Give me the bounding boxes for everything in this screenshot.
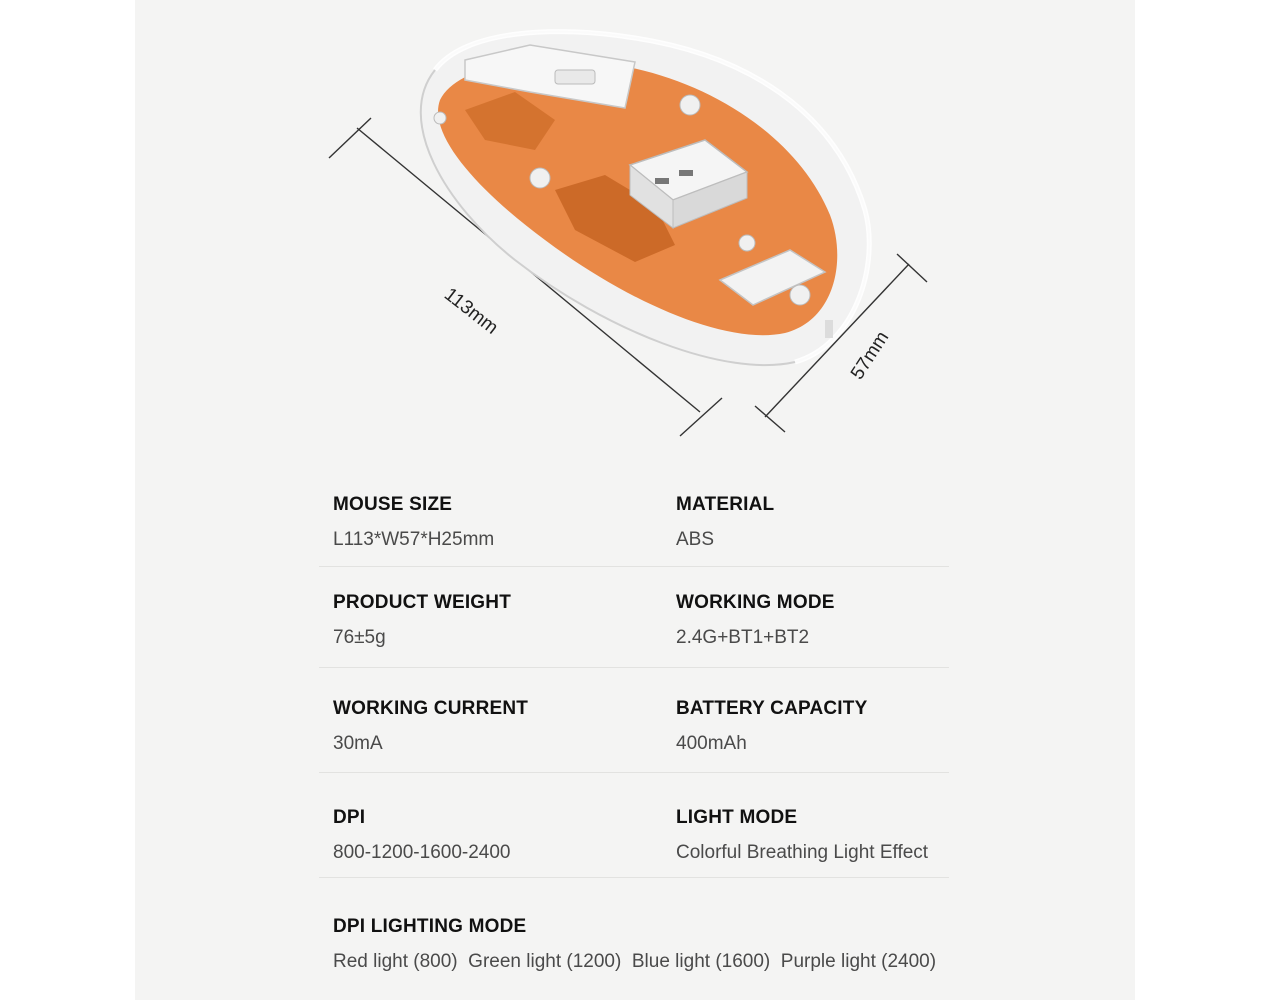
spec-label: MOUSE SIZE [333, 494, 453, 515]
length-dimension-label: 113mm [440, 284, 502, 339]
spec-value: 800-1200-1600-2400 [333, 842, 511, 863]
spec-value: 400mAh [676, 733, 747, 754]
spec-row [319, 878, 949, 988]
spec-label: WORKING MODE [676, 592, 835, 613]
mouse-figure [135, 0, 1135, 470]
spec-label: WORKING CURRENT [333, 698, 529, 719]
spec-table [319, 470, 949, 988]
spec-value: L113*W57*H25mm [333, 529, 495, 550]
spec-row [319, 567, 949, 668]
spec-row [319, 773, 949, 878]
spec-label: LIGHT MODE [676, 807, 798, 828]
width-dimension-label: 57mm [847, 327, 894, 384]
spec-value: ABS [676, 529, 715, 550]
spec-value: Red light (800) Green light (1200) Blue light (1600) Purple light (2400) [333, 951, 937, 972]
spec-label: DPI LIGHTING MODE [333, 916, 527, 937]
spec-label: DPI [333, 807, 366, 828]
transparent-mouse-illustration [135, 0, 1135, 470]
spec-value: 2.4G+BT1+BT2 [676, 627, 810, 648]
spec-label: MATERIAL [676, 494, 775, 515]
spec-label: BATTERY CAPACITY [676, 698, 868, 719]
spec-value: 76±5g [333, 627, 386, 648]
spec-row [319, 668, 949, 773]
spec-value: 30mA [333, 733, 383, 754]
spec-label: PRODUCT WEIGHT [333, 592, 512, 613]
product-spec-panel [135, 0, 1135, 1000]
spec-value: Colorful Breathing Light Effect [676, 842, 929, 863]
spec-row [319, 470, 949, 567]
